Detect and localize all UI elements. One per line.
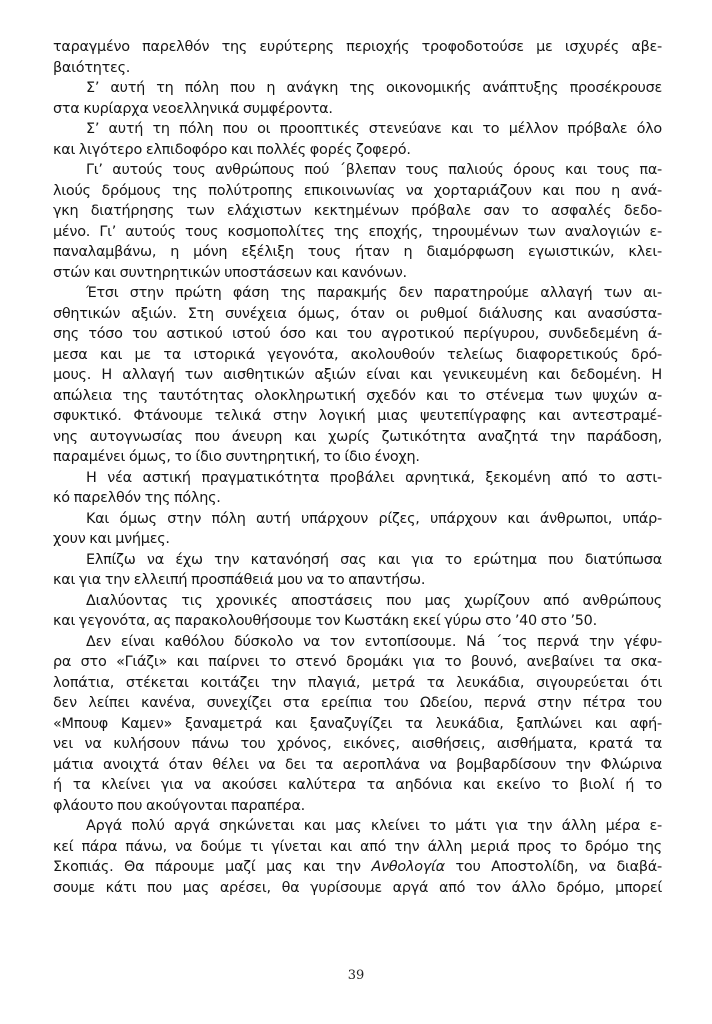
text-line: Και όμως στην πόλη αυτή υπάρχουν ρίζες, υπάρχουν και άνθρωποι, υπάρ-	[86, 510, 662, 527]
page-body	[53, 37, 662, 898]
text-line: νει να κυλήσουν πάνω του χρόνος, εικόνες, αισθήσεις, αισθήματα, κρατά τα	[53, 736, 662, 752]
text-line: στών και συντηρητικών υποστάσεων και κανόνων.	[53, 264, 407, 281]
text-line: παναλαμβάνω, η μόνη εξέλιξη τους ήταν η διαμόρφωση εγωιστικών, κλει-	[53, 244, 662, 260]
text-line: σουμε κάτι που μας αρέσει, θα γυρίσουμε αργά από τον άλλο δρόμο, μπορεί	[53, 879, 662, 896]
text-line: νης αυτογνωσίας που άνευρη και χωρίς ζωτικότητα αναζητά την παράδοση,	[53, 428, 662, 445]
text-line: βαιότητες.	[53, 59, 131, 76]
text-line: Η νέα αστική πραγματικότητα προβάλει αρνητικά, ξεκομένη από το αστι-	[86, 469, 662, 486]
text-line: μάτια ανοιχτά όταν θέλει να δει τα αεροπλάνα να βομβαρδίσουν την Φλώρινα	[53, 756, 662, 773]
text-line: κό παρελθόν της πόλης.	[53, 490, 221, 506]
text-line: Σκοπιάς. Θα πάρουμε μαζί μας και την Ανθολογία του Αποστολίδη, να διαβά-	[53, 859, 662, 875]
text-line: Ελπίζω να έχω την κατανόησή σας και για το ερώτημα που διατύπωσα	[86, 551, 662, 568]
text-line: λιούς δρόμους της πολύτροπης επικοινωνίας να χορταριάζουν και που η ανά-	[53, 182, 662, 199]
text-line: σης τόσο του αστικού ιστού όσο και του αγροτικού περίγυρου, συνδεδεμένη ά-	[53, 326, 662, 342]
text-line: και λιγότερο ελπιδοφόρο και πολλές φορές ζοφερό.	[53, 141, 411, 158]
text-line: και για την ελλειπή προσπάθειά μου να το απαντήσω.	[53, 572, 426, 588]
text-line: Σ’ αυτή τη πόλη που οι προοπτικές στενεύανε και το μέλλον πρόβαλε όλο	[86, 121, 662, 137]
text-line: και γεγονότα, ας παρακολουθήσουμε τον Κωστάκη εκεί γύρω στο ’40 στο ’50.	[53, 613, 597, 629]
text-line: δεν λείπει κανένα, συνεχίζει στα ερείπια του Ωδείου, περνά στην πέτρα του	[53, 695, 662, 711]
text-line: παραμένει όμως, το ίδιο συντηρητική, το ίδιο ένοχη.	[53, 449, 420, 465]
text-line: Δεν είναι καθόλου δύσκολο να τον εντοπίσουμε. Ná ΄τος περνά την γέφυ-	[86, 633, 662, 650]
text-line: μεσα και με τα ιστορικά γεγονότα, ακολουθούν τελείως διαφορετικούς δρό-	[53, 346, 662, 363]
text-line: φλάουτο που ακούγονται παραπέρα.	[53, 797, 305, 814]
text-line: γκη διατήρησης των ελάχιστων κεκτημένων πρόβαλε σαν το ασφαλές δεδο-	[53, 203, 662, 219]
text-line: ρα στο «Γιάζι» και παίρνει το στενό δρομάκι για το βουνό, ανεβαίνει τα σκα-	[53, 654, 662, 670]
page-number: 39	[347, 968, 365, 983]
text-line: Αργά πολύ αργά σηκώνεται και μας κλείνει το μάτι για την άλλη μέρα ε-	[86, 818, 662, 834]
text-line: μους. Η αλλαγή των αισθητικών αξιών είναι και γενικευμένη και δεδομένη. Η	[53, 367, 662, 383]
text-line: μένο. Γι’ αυτούς τους κοσμοπολίτες της εποχής, τηρουμένων των αναλογιών ε-	[53, 223, 662, 240]
text-line: Έτσι στην πρώτη φάση της παρακμής δεν παρατηρούμε αλλαγή των αι-	[86, 285, 662, 301]
text-line: Διαλύοντας τις χρονικές αποστάσεις που μας χωρίζουν από ανθρώπους	[86, 592, 662, 609]
text-line: στα κυρίαρχα νεοελληνικά συμφέροντα.	[53, 100, 333, 117]
text-line: σθητικών αξιών. Στη συνέχεια όμως, όταν οι ρυθμοί διάλυσης και ανασύστα-	[53, 305, 662, 322]
text-line: Γι’ αυτούς τους ανθρώπους πού ΄βλεπαν τους παλιούς όρους και τους πα-	[86, 162, 662, 178]
text-line: κεί πάρα πάνω, να δούμε τι γίνεται και από την άλλη μεριά προς το δρόμο της	[53, 838, 662, 855]
text-line: Σ’ αυτή τη πόλη που η ανάγκη της οικονομικής ανάπτυξης προσέκρουσε	[86, 80, 662, 96]
text-line: λοπάτια, στέκεται κοιτάζει την πλαγιά, μετρά τα λευκάδια, σιγουρεύεται ότι	[53, 674, 662, 691]
text-line: απώλεια της ταυτότητας ολοκληρωτική σχεδόν και το στένεμα των ψυχών α-	[53, 387, 662, 404]
text-line: χουν και μνήμες.	[53, 531, 170, 547]
text-line: σφυκτικό. Φτάνουμε τελικά στην λογική μιας ψευτεπίγραφης και αντεστραμέ-	[53, 408, 662, 424]
text-line: ή τα κλείνει για να ακούσει καλύτερα τα αηδόνια και εκείνο το βιολί ή το	[53, 777, 662, 793]
text-line: «Μπουφ Καμεν» ξαναμετρά και ξαναζυγίζει τα λευκάδια, ξαπλώνει και αφή-	[53, 715, 662, 732]
text-line: ταραγμένο παρελθόν της ευρύτερης περιοχής τροφοδοτούσε με ισχυρές αβε-	[53, 39, 662, 55]
